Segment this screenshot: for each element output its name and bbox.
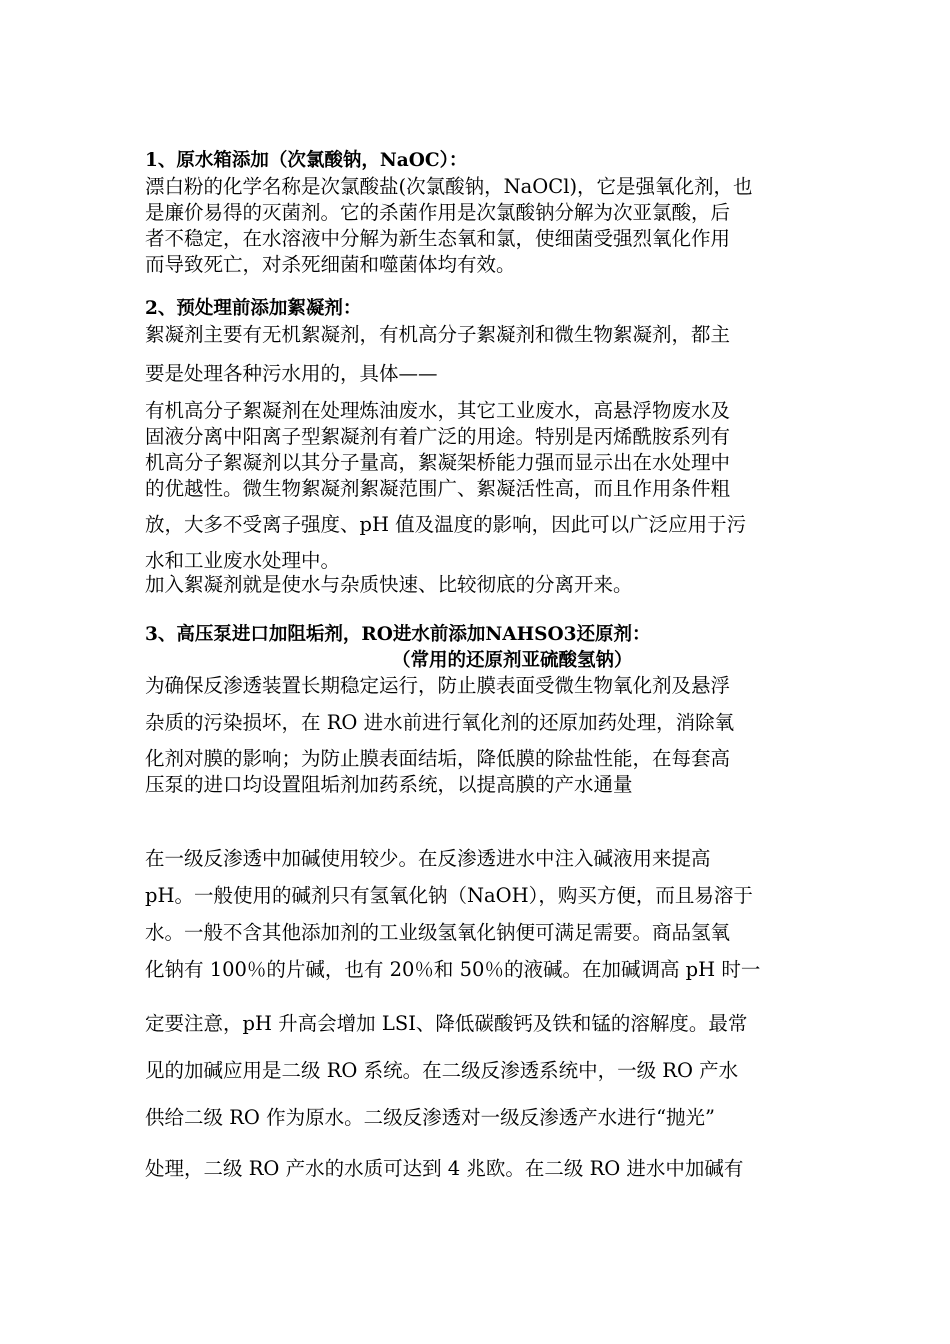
section2-line-5: 机高分子絮凝剂以其分子量高，絮凝架桥能力强而显示出在水处理中: [145, 451, 731, 474]
section4-line-5: 定要注意，pH 升高会增加 LSI、降低碳酸钙及铁和锰的溶解度。最常: [145, 1012, 748, 1035]
section4-line-6: 见的加碱应用是二级 RO 系统。在二级反渗透系统中，一级 RO 产水: [145, 1059, 739, 1082]
section3-line-3: 化剂对膜的影响；为防止膜表面结垢，降低膜的除盐性能，在每套高: [145, 747, 731, 770]
section4-line-3: 水。一般不含其他添加剂的工业级氢氧化钠便可满足需要。商品氢氧: [145, 921, 731, 944]
section2-line-2: 要是处理各种污水用的，具体——: [145, 362, 438, 385]
section2-line-1: 絮凝剂主要有无机絮凝剂，有机高分子絮凝剂和微生物絮凝剂，都主: [145, 323, 731, 346]
section3-heading: 3、高压泵进口加阻垢剂，RO进水前添加NAHSO3还原剂：: [145, 624, 651, 645]
section4-line-8: 处理，二级 RO 产水的水质可达到 4 兆欧。在二级 RO 进水中加碱有: [145, 1157, 744, 1180]
section2-heading: 2、预处理前添加絮凝剂：: [145, 298, 362, 319]
section2-line-3: 有机高分子絮凝剂在处理炼油废水，其它工业废水，高悬浮物废水及: [145, 399, 731, 422]
section2-line-4: 固液分离中阳离子型絮凝剂有着广泛的用途。特别是丙烯酰胺系列有: [145, 425, 731, 448]
section2-line-9: 加入絮凝剂就是使水与杂质快速、比较彻底的分离开来。: [145, 573, 633, 596]
section1-line-4: 而导致死亡，对杀死细菌和噬菌体均有效。: [145, 253, 516, 276]
section1-line-2: 是廉价易得的灭菌剂。它的杀菌作用是次氯酸钠分解为次亚氯酸，后: [145, 201, 731, 224]
section4-line-1: 在一级反渗透中加碱使用较少。在反渗透进水中注入碱液用来提高: [145, 847, 711, 870]
section4-line-4: 化钠有 100％的片碱，也有 20％和 50％的液碱。在加碱调高 pH 时一: [145, 958, 761, 981]
section2-line-6: 的优越性。微生物絮凝剂絮凝范围广、絮凝活性高，而且作用条件粗: [145, 477, 731, 500]
section4-line-2: pH。一般使用的碱剂只有氢氧化钠（NaOH），购买方便，而且易溶于: [145, 884, 753, 907]
section2-line-7: 放，大多不受离子强度、pH 值及温度的影响，因此可以广泛应用于污: [145, 513, 747, 536]
section1-line-3: 者不稳定，在水溶液中分解为新生态氧和氯，使细菌受强烈氧化作用: [145, 227, 731, 250]
section3-line-4: 压泵的进口均设置阻垢剂加药系统，以提高膜的产水通量: [145, 773, 633, 796]
section1-heading: 1、原水箱添加（次氯酸钠，NaOC）：: [145, 150, 468, 171]
section3-line-1: 为确保反渗透装置长期稳定运行，防止膜表面受微生物氧化剂及悬浮: [145, 674, 731, 697]
section4-line-7: 供给二级 RO 作为原水。二级反渗透对一级反渗透产水进行“抛光”: [145, 1106, 716, 1129]
section1-line-1: 漂白粉的化学名称是次氯酸盐(次氯酸钠，NaOCl)，它是强氧化剂，也: [145, 175, 753, 198]
section2-line-8: 水和工业废水处理中。: [145, 549, 341, 572]
section3-line-2: 杂质的污染损坏，在 RO 进水前进行氧化剂的还原加药处理，消除氧: [145, 711, 735, 734]
section3-subheading: （常用的还原剂亚硫酸氢钠）: [392, 650, 633, 671]
